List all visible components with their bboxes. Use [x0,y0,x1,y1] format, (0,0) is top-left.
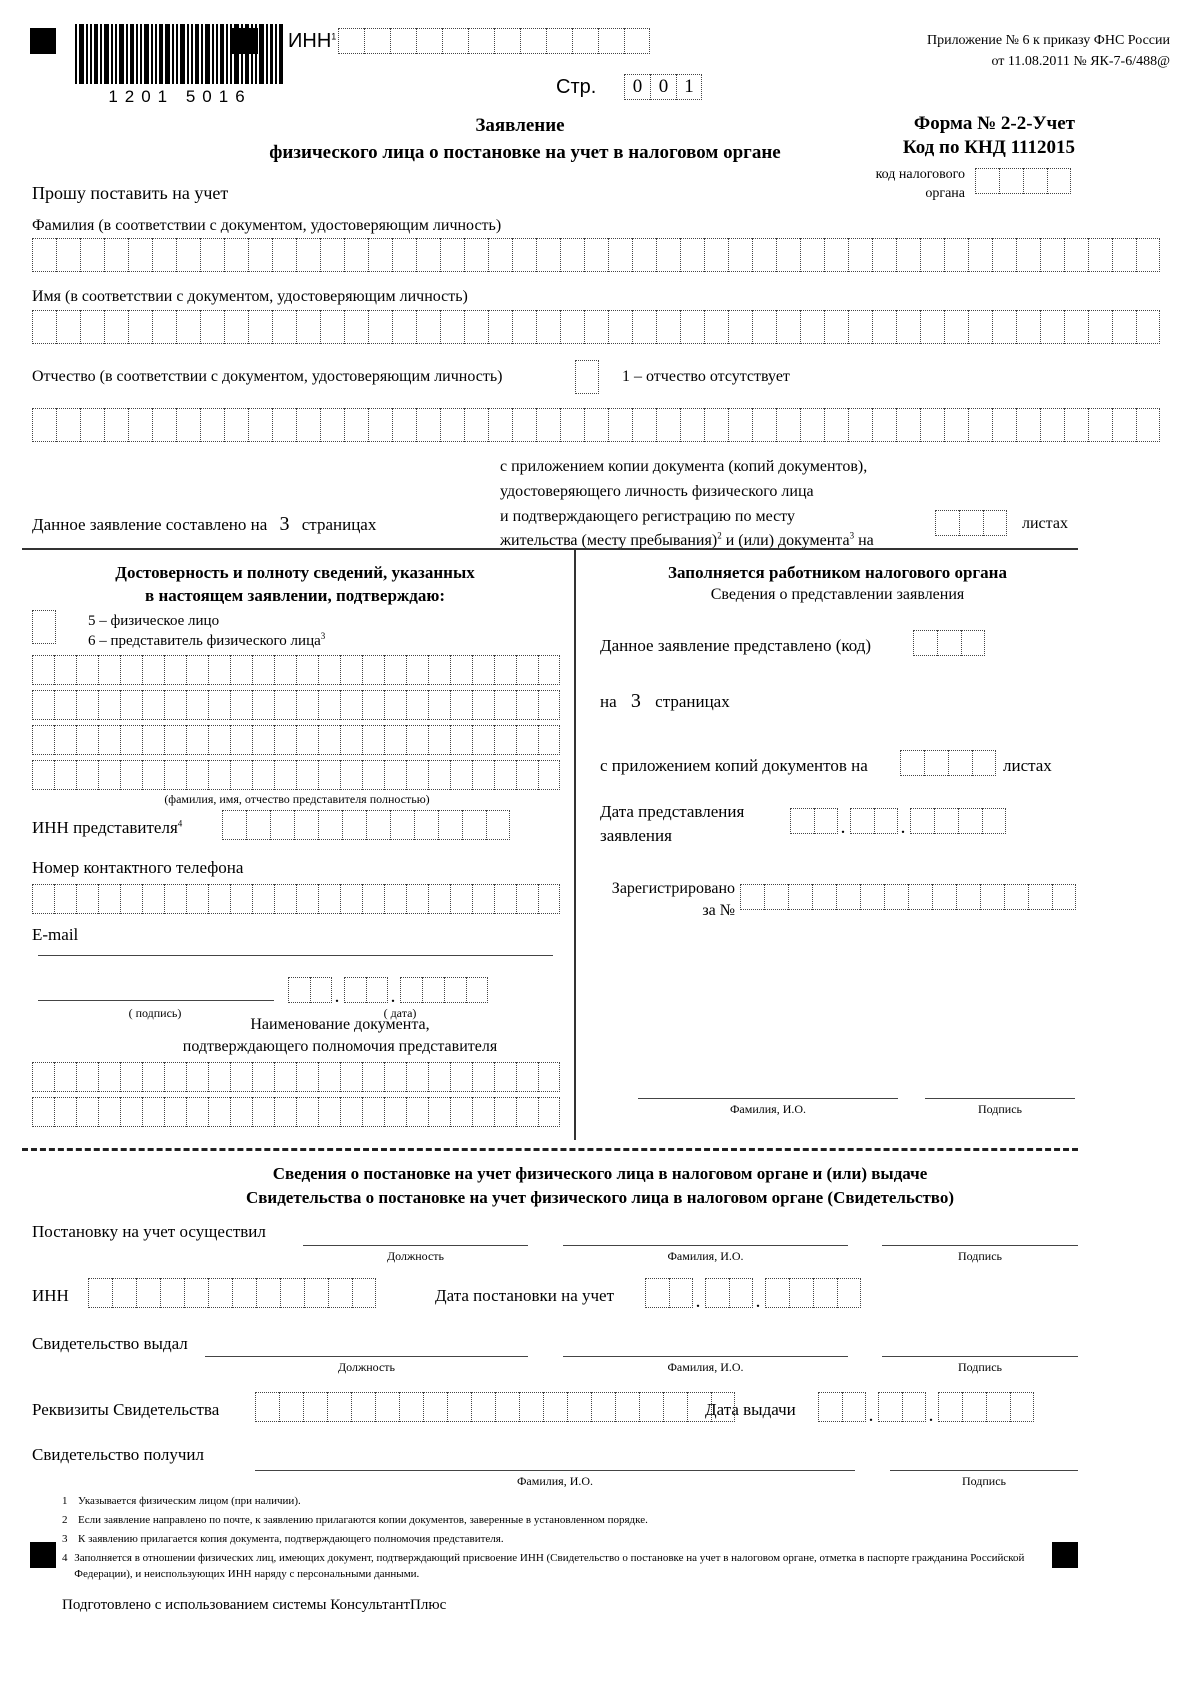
page-number-label: Стр. [556,76,597,98]
confirmation-title-line-1: Достоверность и полноту сведений, указанных [115,563,475,582]
registration-date-year-input[interactable] [765,1278,861,1308]
issue-date-day-input[interactable] [818,1392,866,1422]
signature-date-caption: ( дата) [383,1006,417,1020]
tax-org-code-label-1: код налогового [875,167,965,182]
cert-details-label: Реквизиты Свидетельства [32,1400,220,1419]
representative-inn-footnote-ref: 4 [177,818,183,829]
tax-org-code-input[interactable] [975,168,1071,194]
submission-date-day-input[interactable] [790,808,838,834]
footnote-text: Заполняется в отношении физических лиц, имеющих документ, подтверждающий присвоение ИНН (Свидетельство о постановке на учет в налоговом органе, отметка в паспорте гражданина Российской Федерации), и неиспользующих ИНН наряду с персональными данными. [74,1551,1025,1580]
footnote-number: 2 [62,1513,68,1526]
firstname-label: Имя (в соответствии с документом, удостоверяющим личность) [32,288,468,305]
representative-name-caption: (фамилия, имя, отчество представителя полностью) [164,792,430,806]
email-input[interactable] [38,955,553,956]
page-digit: 0 [624,74,650,100]
phone-input[interactable] [32,884,560,914]
appendix-line-2: от 11.08.2011 № ЯК-7-6/488@ [991,54,1170,69]
submission-date-label [600,800,744,848]
pages-statement [32,513,376,536]
footnote-item [62,1532,1072,1548]
footnote-text: К заявлению прилагается копия документа, подтверждающего полномочия представителя. [78,1532,504,1545]
barcode [75,24,285,107]
patronymic-absent-checkbox[interactable] [575,360,599,394]
panel-top-divider [22,548,1078,550]
representative-name-row[interactable] [32,655,560,685]
prepared-note: Подготовлено с использованием системы КонсультантПлюс [62,1597,447,1613]
attachment-note-line-4c: на [854,532,874,550]
registration-number-label-line-1: Зарегистрировано [611,880,735,897]
registration-number-label [590,878,735,923]
officer-name-caption: Фамилия, И.О. [729,1102,807,1116]
attachment-sheets-label: листах [1022,515,1068,532]
submission-pages-word: страницах [655,692,730,711]
confirmer-option-6 [88,631,325,650]
date-separator-dot: . [334,985,340,1007]
barcode-number: 1201 5016 [108,87,252,106]
registrar-signature-caption: Подпись [957,1249,1003,1263]
cert-details-input[interactable] [255,1392,735,1422]
corner-marker-bottom-left [30,1542,56,1568]
tax-officer-title-line-2: Сведения о представлении заявления [710,586,965,603]
issue-date-year-input[interactable] [938,1392,1034,1422]
confirmer-type-input[interactable] [32,610,56,644]
registrar-position-line[interactable] [303,1245,528,1246]
receiver-signature-line[interactable] [890,1470,1078,1471]
submission-code-label: Данное заявление представлено (код) [600,636,872,655]
phone-label: Номер контактного телефона [32,858,244,877]
patronymic-absent-note: 1 – отчество отсутствует [622,368,790,385]
pages-statement-prefix: Данное заявление составлено на [32,515,268,534]
registrar-signature-line[interactable] [882,1245,1078,1246]
authority-document-label-line-1: Наименование документа, [250,1016,430,1033]
receiver-signature-caption: Подпись [961,1474,1007,1488]
tax-org-code-label [830,166,965,204]
page-number-input[interactable] [624,74,702,100]
registration-date-label: Дата постановки на учет [435,1286,615,1305]
submission-pages-count: 3 [630,690,641,712]
registrar-name-line[interactable] [563,1245,848,1246]
signature-line[interactable] [38,1000,274,1001]
pages-statement-suffix: страницах [301,515,377,534]
attached-copies-label: с приложением копий документов на [600,756,868,775]
receiver-name-line[interactable] [255,1470,855,1471]
tax-org-code-label-2: органа [925,185,965,201]
page-digit: 1 [676,74,702,100]
officer-signature-caption: Подпись [977,1102,1023,1116]
footnote-number: 1 [62,1495,68,1507]
assigned-inn-label: ИНН [32,1286,69,1305]
submission-date-label-line-1: Дата представления [600,802,745,821]
inn-footnote-ref: 1 [331,31,337,42]
inn-input[interactable] [338,28,650,54]
registered-by-label: Постановку на учет осуществил [32,1222,266,1241]
attachment-note-line-4b: и (или) документа [721,532,850,550]
footnote-item [62,1494,1072,1510]
date-separator-dot: . [900,816,906,838]
request-label: Прошу поставить на учет [32,183,229,203]
issuer-name-line[interactable] [563,1356,848,1357]
date-separator-dot: . [928,1404,934,1426]
footnote-item [62,1551,1072,1583]
issue-date-label: Дата выдачи [705,1400,796,1419]
footnote-text: Если заявление направлено по почте, к заявлению прилагаются копии документов, заверенные в установленном порядке. [78,1513,648,1526]
issue-date-month-input[interactable] [878,1392,926,1422]
appendix-line-1: Приложение № 6 к приказу ФНС России [926,33,1170,48]
issuer-position-caption: Должность [337,1360,396,1374]
registrar-name-caption: Фамилия, И.О. [667,1249,744,1263]
confirmer-option-5: 5 – физическое лицо [88,613,220,629]
confirmation-title-line-2: в настоящем заявлении, подтверждаю: [145,586,445,605]
corner-marker-top-left [30,28,56,54]
assigned-inn-input[interactable] [88,1278,376,1308]
attached-copies-sheets-label: листах [1003,756,1052,775]
corner-marker-bottom-right [1052,1542,1078,1568]
footnote-item [62,1513,1072,1529]
attached-copies-input[interactable] [900,750,996,776]
form-title-line-1: Заявление [475,115,565,136]
signature-caption: ( подпись) [128,1006,182,1020]
section-cut-line [22,1148,1078,1151]
registration-number-input[interactable] [740,884,1076,910]
footnote-number: 4 [62,1551,68,1564]
date-separator-dot: . [695,1290,701,1312]
registration-number-label-line-2: за № [702,902,735,920]
issuer-position-line[interactable] [205,1356,528,1357]
submission-date-year-input[interactable] [910,808,1006,834]
date-separator-dot: . [390,985,396,1007]
submission-pages-prefix: на [600,692,617,711]
authority-document-input-row[interactable] [32,1097,560,1127]
authority-document-input-row[interactable] [32,1062,560,1092]
inn-label-text: ИНН [288,30,332,52]
issuer-name-caption: Фамилия, И.О. [667,1360,744,1374]
representative-name-row[interactable] [32,690,560,720]
bottom-title-line-1: Сведения о постановке на учет физического лица в налоговом органе и (или) выдаче [272,1164,928,1183]
officer-signature-line[interactable] [925,1098,1075,1099]
date-separator-dot: . [868,1404,874,1426]
form-code-name: Форма № 2-2-Учет [913,113,1075,134]
registrar-position-caption: Должность [386,1249,445,1263]
receiver-name-caption: Фамилия, И.О. [516,1474,594,1488]
submission-date-label-line-2: заявления [600,825,672,845]
knd-code: Код по КНД 1112015 [902,137,1075,158]
date-separator-dot: . [755,1290,761,1312]
appendix-note [700,30,1170,72]
submission-pages-statement [600,690,730,713]
registration-date-month-input[interactable] [705,1278,753,1308]
inn-label [288,30,336,53]
issuer-signature-line[interactable] [882,1356,1078,1357]
submission-date-month-input[interactable] [850,808,898,834]
authority-document-label-line-2: подтверждающего полномочия представителя [182,1038,498,1055]
registration-date-day-input[interactable] [645,1278,693,1308]
representative-name-row[interactable] [32,760,560,790]
confirmer-option-6-footnote-ref: 3 [320,631,326,641]
representative-inn-label-text: ИНН представителя [32,818,178,837]
attachment-note-line-1: с приложением копии документа (копий документов), [500,458,868,475]
attachment-footnote-ref-2: 2 [717,531,722,542]
attachment-note-line-3: и подтверждающего регистрацию по месту [500,507,795,525]
firstname-input[interactable] [32,310,1160,344]
surname-label: Фамилия (в соответствии с документом, удостоверяющим личность) [32,217,502,234]
officer-name-line[interactable] [638,1098,898,1099]
email-label: E-mail [32,925,79,944]
issuer-signature-caption: Подпись [957,1360,1003,1374]
form-title-line-2: физического лица о постановке на учет в налоговом органе [269,142,781,163]
signature-date-input[interactable] [344,977,388,1003]
attachment-note-line-4a: жительства (месту пребывания) [500,532,718,550]
attachment-note-line-2: удостоверяющего личность физического лица [500,482,814,500]
footnotes [62,1494,1072,1583]
representative-inn-input[interactable] [222,810,510,840]
pages-statement-count: 3 [279,513,290,535]
attachment-note-line-4 [500,529,980,554]
signature-date-input[interactable] [400,977,488,1003]
representative-name-row[interactable] [32,725,560,755]
date-separator-dot: . [840,816,846,838]
patronymic-input[interactable] [32,408,1160,442]
cert-issued-by-label: Свидетельство выдал [32,1334,188,1353]
patronymic-label: Отчество (в соответствии с документом, удостоверяющим личность) [32,368,503,385]
footnote-text: Указывается физическим лицом (при наличии). [78,1495,301,1507]
confirmer-option-6-text: 6 – представитель физического лица [88,633,321,649]
signature-date-input[interactable] [288,977,332,1003]
attachment-sheets-input[interactable] [935,510,1007,536]
attachment-footnote-ref-3: 3 [849,531,855,542]
surname-input[interactable] [32,238,1160,272]
submission-code-input[interactable] [913,630,985,656]
footnote-number: 3 [62,1532,68,1545]
cert-received-label: Свидетельство получил [32,1445,204,1464]
panel-vertical-divider [574,548,576,1140]
representative-inn-label [32,818,182,838]
bottom-title-line-2: Свидетельства о постановке на учет физического лица в налоговом органе (Свидетельство) [245,1188,955,1207]
page-digit: 0 [650,74,676,100]
attachment-note [500,455,980,554]
tax-officer-title-line-1: Заполняется работником налогового органа [668,563,1007,582]
